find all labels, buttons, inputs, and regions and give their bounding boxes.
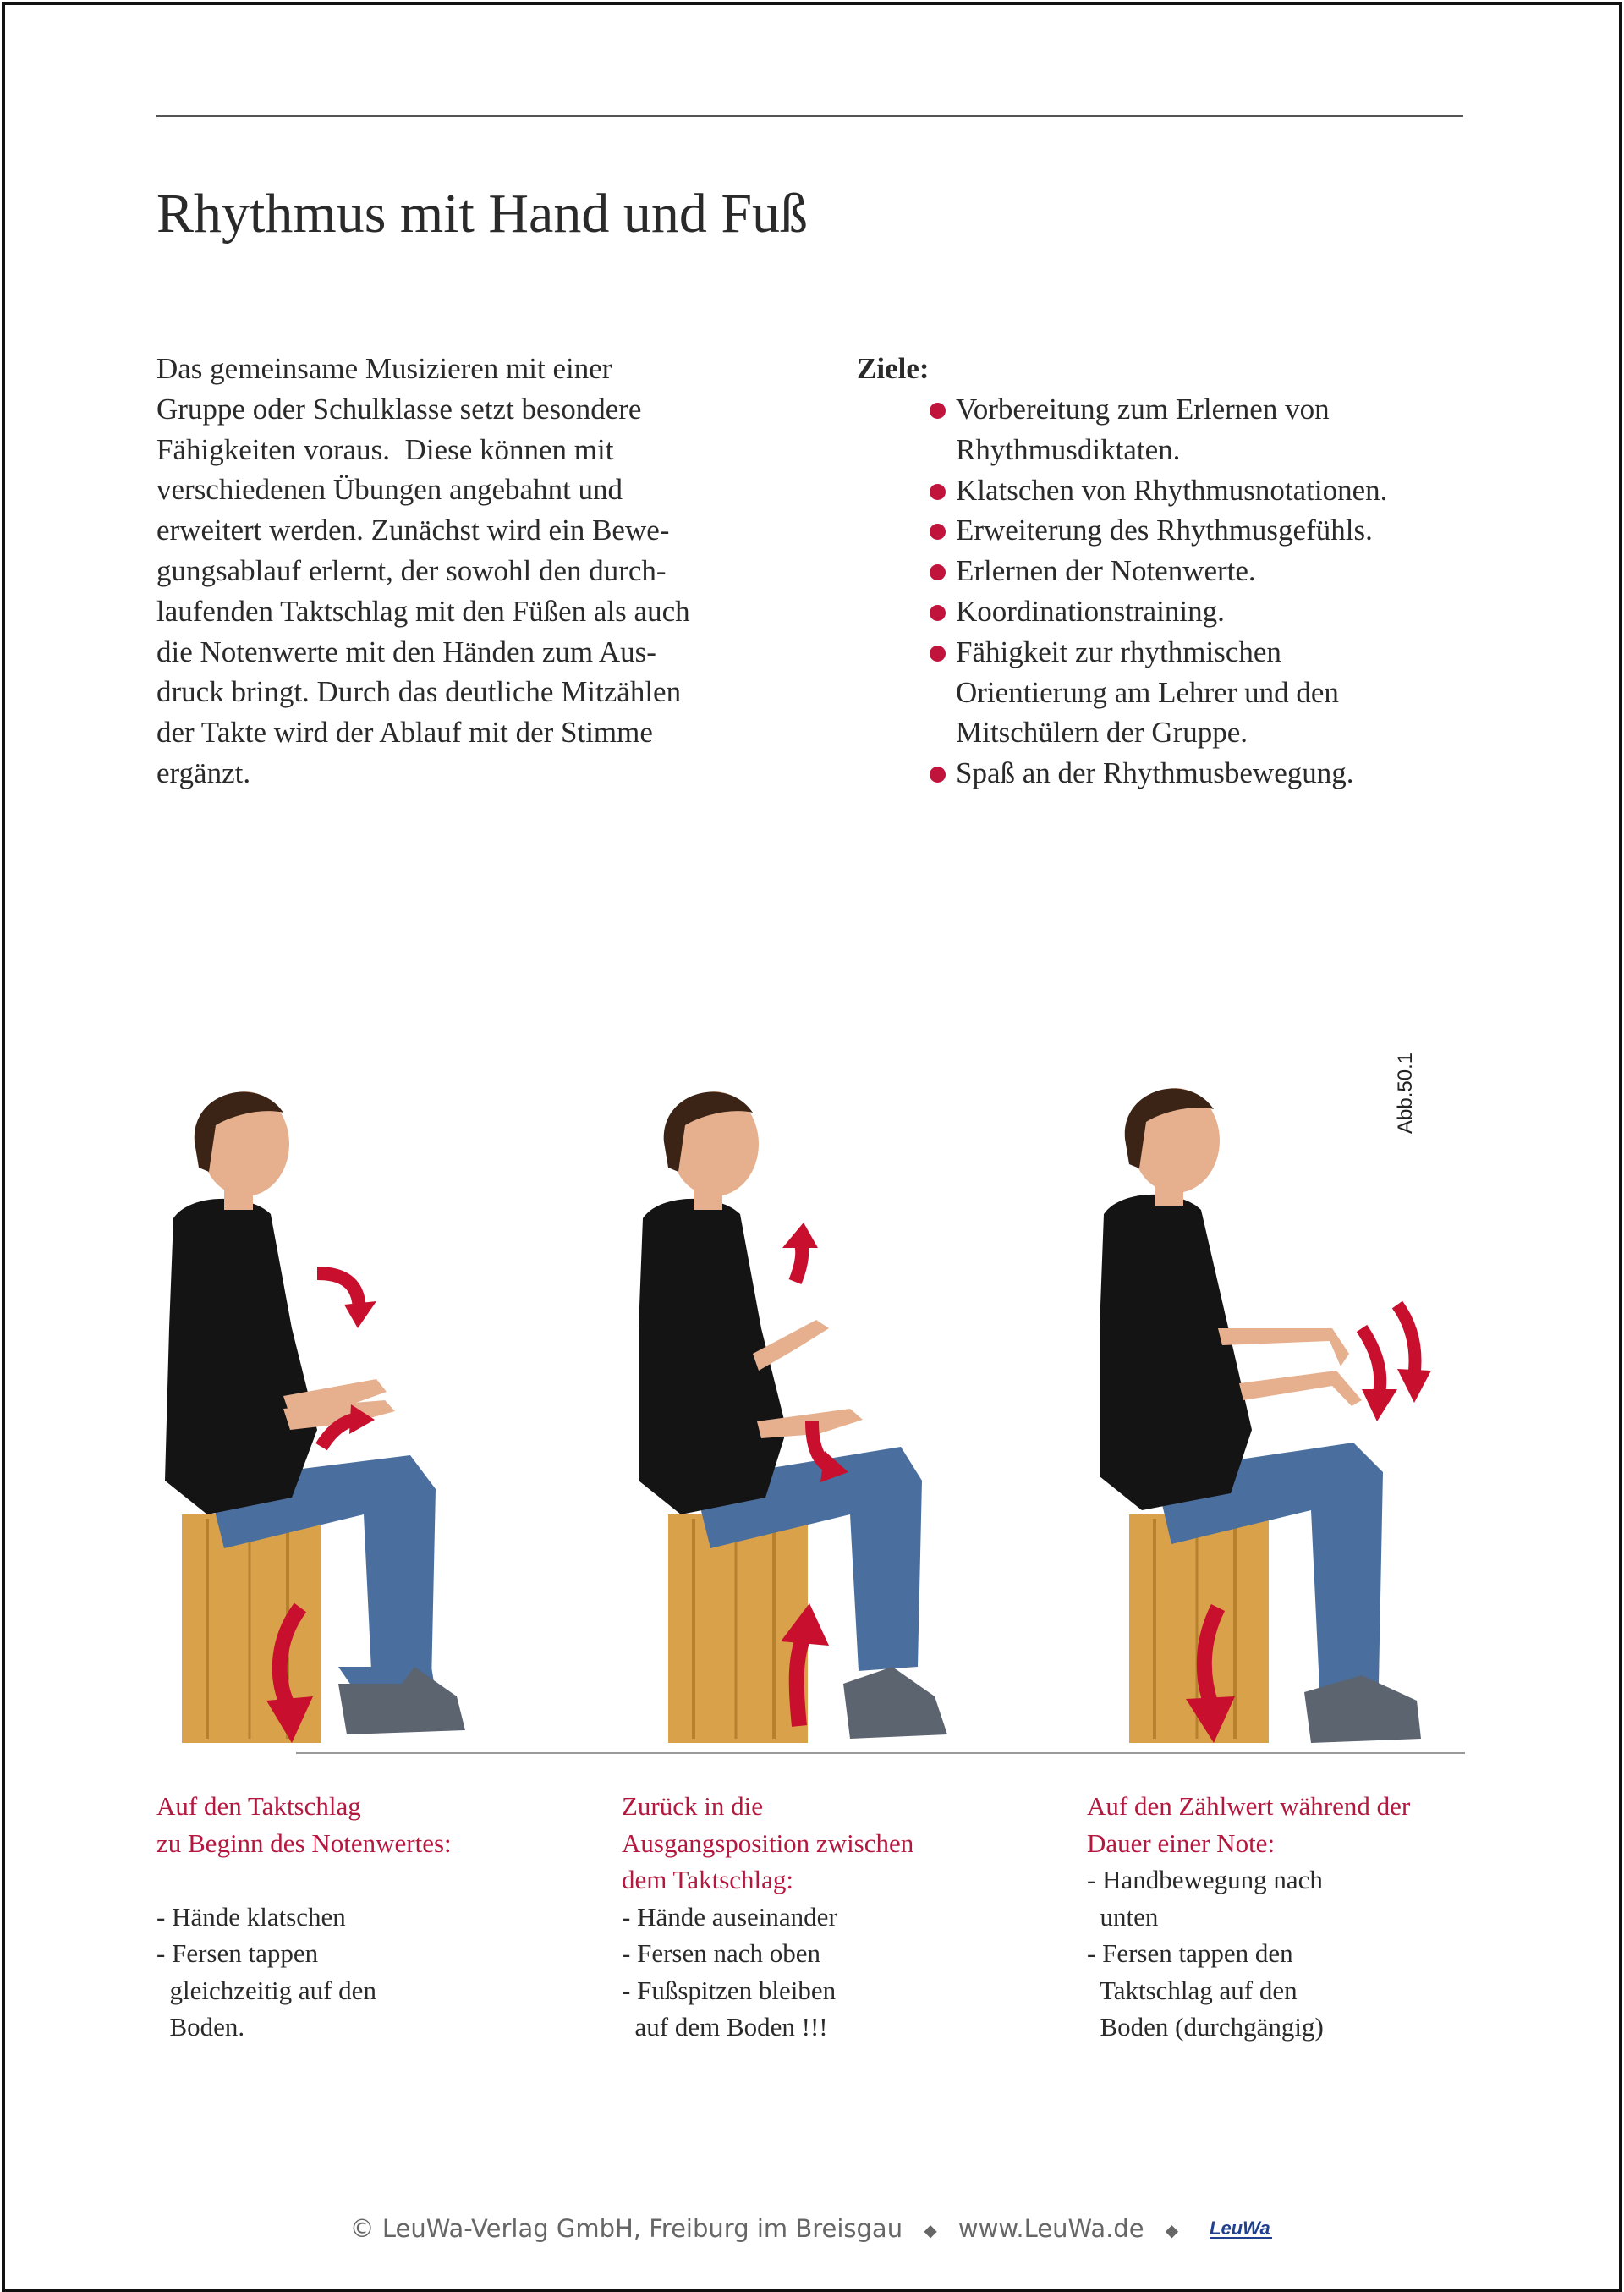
intro-line: erweitert werden. Zunächst wird ein Bewe- — [156, 514, 670, 547]
bullet-icon — [930, 484, 946, 500]
intro-line: verschiedenen Übungen angebahnt und — [156, 473, 623, 507]
figure-down-photo — [1083, 1075, 1455, 1760]
caption-heading: zu Beginn des Notenwertes: — [156, 1828, 452, 1858]
intro-line: die Notenwerte mit den Händen zum Aus- — [156, 635, 656, 668]
caption-item: - Fersen tappen — [156, 1938, 319, 1968]
caption-item: - Hände auseinander — [622, 1901, 837, 1932]
caption-heading: Auf den Zählwert während der — [1087, 1791, 1411, 1821]
intro-line: laufenden Taktschlag mit den Füßen als auch — [156, 594, 690, 628]
intro-line: ergänzt. — [156, 756, 251, 789]
intro-line: gungsablauf erlernt, der sowohl den durch- — [156, 553, 667, 587]
bullet-icon — [930, 605, 946, 621]
caption-item: - Fersen nach oben — [622, 1938, 820, 1968]
diamond-separator-icon: ◆ — [1165, 2220, 1179, 2240]
bullet-icon — [930, 646, 946, 662]
goal-item: Spaß an der Rhythmusbewegung. — [926, 753, 1387, 794]
goals-heading: Ziele: — [857, 352, 930, 385]
leuwa-logo-icon — [1208, 2215, 1274, 2246]
caption-heading: Dauer einer Note: — [1087, 1828, 1276, 1858]
caption-item: Boden. — [156, 2012, 245, 2042]
intro-line: Fähigkeiten voraus. Diese können mit — [156, 432, 614, 466]
footer-copyright: © LeuWa-Verlag GmbH, Freiburg im Breisgau — [349, 2214, 903, 2243]
caption-item: auf dem Boden !!! — [622, 2012, 828, 2042]
caption-item: - Fußspitzen bleiben — [622, 1975, 837, 2005]
bullet-icon — [930, 524, 946, 540]
bullet-icon — [930, 564, 946, 580]
bullet-icon — [930, 403, 946, 419]
goal-item: Fähigkeit zur rhythmischen Orientierung am Lehrer und den Mitschülern der Gruppe. — [926, 632, 1387, 753]
caption-down — [1087, 1788, 1410, 2046]
caption-heading: Auf den Taktschlag — [156, 1791, 361, 1821]
top-rule — [156, 115, 1463, 117]
goal-item: Erweiterung des Rhythmusgefühls. — [926, 510, 1387, 551]
goal-item: Klatschen von Rhythmusnotationen. — [926, 470, 1387, 511]
intro-line: der Takte wird der Ablauf mit der Stimme — [156, 716, 653, 750]
goals-list — [926, 389, 1387, 794]
goal-item: Erlernen der Notenwerte. — [926, 551, 1387, 591]
intro-line: Gruppe oder Schulklasse setzt besondere — [156, 392, 642, 426]
figure-label: Abb.50.1 — [1394, 1052, 1417, 1134]
floor-line — [296, 1752, 1465, 1754]
caption-heading: Zurück in die — [622, 1791, 764, 1821]
diamond-separator-icon: ◆ — [924, 2220, 937, 2240]
caption-clap — [156, 1788, 452, 2046]
caption-item: unten — [1087, 1901, 1159, 1932]
intro-line: Das gemeinsame Musizieren mit einer — [156, 352, 612, 385]
figure-clap-photo — [156, 1075, 495, 1760]
intro-line: druck bringt. Durch das deutliche Mitzählen — [156, 675, 682, 709]
page-title: Rhythmus mit Hand und Fuß — [156, 183, 809, 245]
goal-item: Vorbereitung zum Erlernen von Rhythmusdiktaten. — [926, 389, 1387, 470]
intro-paragraph — [156, 349, 799, 794]
caption-item: Boden (durchgängig) — [1087, 2012, 1324, 2042]
caption-apart — [622, 1788, 914, 2046]
caption-heading: dem Taktschlag: — [622, 1865, 794, 1894]
svg-text:LeuWa: LeuWa — [1210, 2217, 1271, 2239]
caption-item: - Hände klatschen — [156, 1901, 346, 1932]
caption-item: gleichzeitig auf den — [156, 1975, 376, 2005]
goal-item: Koordinationstraining. — [926, 591, 1387, 632]
footer-website-link[interactable]: www.LeuWa.de — [957, 2214, 1144, 2243]
caption-item: - Handbewegung nach — [1087, 1865, 1323, 1894]
caption-heading: Ausgangsposition zwischen — [622, 1828, 914, 1858]
caption-item: Taktschlag auf den — [1087, 1975, 1298, 2005]
footer — [0, 2214, 1624, 2246]
bullet-icon — [930, 767, 946, 783]
caption-item: - Fersen tappen den — [1087, 1938, 1293, 1968]
figure-apart-photo — [622, 1075, 985, 1760]
